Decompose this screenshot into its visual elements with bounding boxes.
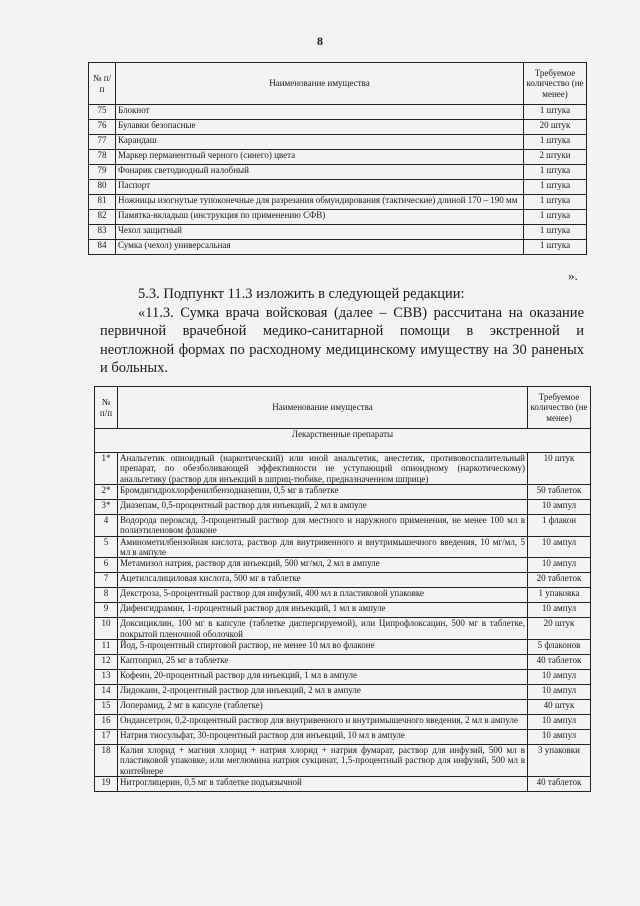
row-quantity: 20 таблеток	[528, 573, 591, 588]
property-table-1	[88, 62, 587, 255]
row-quantity: 10 ампул	[528, 500, 591, 515]
row-quantity: 1 штука	[524, 135, 587, 150]
table-row	[95, 618, 591, 640]
row-name: Натрия тиосульфат, 30-процентный раствор для инъекций, 10 мл в ампуле	[118, 730, 528, 745]
row-name: Доксициклин, 100 мг в капсуле (таблетке диспергируемой), или Ципрофлоксацин, 500 мг в таблетке, покрытой пленочной оболочкой	[118, 618, 528, 640]
table-row	[89, 240, 587, 255]
row-number: 82	[89, 210, 116, 225]
row-quantity: 5 флаконов	[528, 640, 591, 655]
row-name: Сумка (чехол) универсальная	[116, 240, 524, 255]
row-quantity: 10 штук	[528, 453, 591, 485]
row-quantity: 40 таблеток	[528, 777, 591, 792]
row-quantity: 10 ампул	[528, 603, 591, 618]
row-number: 12	[95, 655, 118, 670]
row-quantity: 1 упаковка	[528, 588, 591, 603]
closing-quote: ».	[568, 268, 578, 283]
row-number: 83	[89, 225, 116, 240]
table-row	[95, 640, 591, 655]
table-row	[95, 536, 591, 558]
section-heading: Лекарственные препараты	[95, 429, 591, 453]
table-row	[95, 685, 591, 700]
paragraph-5-3: 5.3. Подпункт 11.3 изложить в следующей редакции:	[138, 286, 465, 302]
row-name: Фонарик светодиодный налобный	[116, 165, 524, 180]
row-name: Аминометилбензойная кислота, раствор для внутривенного и внутримышечного введения, 10 мг/мл, 5 мл в ампуле	[118, 536, 528, 558]
header-qty: Требуемое количество (не менее)	[524, 63, 587, 105]
row-quantity: 2 штуки	[524, 150, 587, 165]
row-number: 75	[89, 105, 116, 120]
table-row	[95, 588, 591, 603]
table-row	[95, 485, 591, 500]
row-name: Памятка-вкладыш (инструкция по применению СФВ)	[116, 210, 524, 225]
row-number: 5	[95, 536, 118, 558]
table-row	[89, 150, 587, 165]
row-number: 8	[95, 588, 118, 603]
row-name: Кофеин, 20-процентный раствор для инъекций, 1 мл в ампуле	[118, 670, 528, 685]
row-number: 19	[95, 777, 118, 792]
table-row	[89, 135, 587, 150]
row-quantity: 1 штука	[524, 195, 587, 210]
row-name: Декстроза, 5-процентный раствор для инфузий, 400 мл в пластиковой упаковке	[118, 588, 528, 603]
row-number: 14	[95, 685, 118, 700]
table-row	[95, 558, 591, 573]
row-quantity: 10 ампул	[528, 730, 591, 745]
row-quantity: 10 ампул	[528, 558, 591, 573]
table-row	[89, 210, 587, 225]
row-number: 15	[95, 700, 118, 715]
row-quantity: 10 ампул	[528, 685, 591, 700]
row-name: Лидокаин, 2-процентный раствор для инъекций, 2 мл в ампуле	[118, 685, 528, 700]
row-number: 10	[95, 618, 118, 640]
table-row	[95, 670, 591, 685]
row-number: 78	[89, 150, 116, 165]
row-name: Йод, 5-процентный спиртовой раствор, не менее 10 мл во флаконе	[118, 640, 528, 655]
row-number: 80	[89, 180, 116, 195]
row-name: Нитроглицерин, 0,5 мг в таблетке подъязычной	[118, 777, 528, 792]
row-quantity: 40 штук	[528, 700, 591, 715]
row-quantity: 20 штук	[524, 120, 587, 135]
table-row	[89, 225, 587, 240]
row-quantity: 20 штук	[528, 618, 591, 640]
table-row	[95, 745, 591, 777]
row-quantity: 10 ампул	[528, 715, 591, 730]
table-row	[95, 500, 591, 515]
table-row	[89, 180, 587, 195]
row-quantity: 1 штука	[524, 210, 587, 225]
row-name: Чехол защитный	[116, 225, 524, 240]
table-row	[95, 655, 591, 670]
row-number: 16	[95, 715, 118, 730]
row-quantity: 1 штука	[524, 165, 587, 180]
row-name: Ацетилсалициловая кислота, 500 мг в таблетке	[118, 573, 528, 588]
row-name: Ондансетрон, 0,2-процентный раствор для внутривенного и внутримышечного введения, 2 мл в ампуле	[118, 715, 528, 730]
row-name: Булавки безопасные	[116, 120, 524, 135]
row-name: Бромдигидрохлорфенилбензодиазепин, 0,5 мг в таблетке	[118, 485, 528, 500]
header-name: Наименование имущества	[116, 63, 524, 105]
header-qty: Требуемое количество (не менее)	[528, 387, 591, 429]
row-number: 79	[89, 165, 116, 180]
row-quantity: 1 штука	[524, 105, 587, 120]
row-number: 1*	[95, 453, 118, 485]
row-number: 81	[89, 195, 116, 210]
row-number: 76	[89, 120, 116, 135]
row-name: Ножницы изогнутые тупоконечные для разрезания обмундирования (тактические) длиной 170 – 190 мм	[116, 195, 524, 210]
row-quantity: 3 упаковки	[528, 745, 591, 777]
paragraph-11-3: «11.3. Сумка врача войсковая (далее – СВВ) рассчитана на оказание первичной врачебной медико-санитарной помощи в экстренной и неотложной формах по расходному медицинскому имуществу на 30 раненых и больных.	[100, 304, 584, 376]
row-name: Каптоприл, 25 мг в таблетке	[118, 655, 528, 670]
table-row	[89, 120, 587, 135]
row-name: Карандаш	[116, 135, 524, 150]
row-quantity: 10 ампул	[528, 670, 591, 685]
row-name: Анальгетик опиоидный (наркотический) или иной анальгетик, анестетик, противовоспалительный препарат, по обезболивающей эффективности не уступающий опиоидному (наркотическому) анальгетику (раствор для инъекций в шприц-тюбике, предназначенном шприце)	[118, 453, 528, 485]
table-row	[95, 573, 591, 588]
property-table-2	[94, 386, 591, 792]
row-quantity: 1 штука	[524, 225, 587, 240]
table-row	[89, 105, 587, 120]
row-number: 11	[95, 640, 118, 655]
row-name: Водорода пероксид, 3-процентный раствор для местного и наружного применения, не менее 100 мл в полиэтиленовом флаконе	[118, 515, 528, 537]
row-name: Калия хлорид + магния хлорид + натрия хлорид + натрия фумарат, раствор для инфузий, 500 мл в пластиковой упаковке, или меглюмина натрия сукцинат, 1,5-процентный раствор для инфузий, 500 мл в контейнере	[118, 745, 528, 777]
row-quantity: 1 флакон	[528, 515, 591, 537]
table-row	[89, 165, 587, 180]
row-quantity: 1 штука	[524, 180, 587, 195]
row-name: Дифенгидрамин, 1-процентный раствор для инъекций, 1 мл в ампуле	[118, 603, 528, 618]
body-text	[100, 285, 584, 378]
table-row	[95, 515, 591, 537]
row-number: 9	[95, 603, 118, 618]
table-row	[95, 715, 591, 730]
row-name: Диазепам, 0,5-процентный раствор для инъекций, 2 мл в ампуле	[118, 500, 528, 515]
table-row	[95, 700, 591, 715]
row-number: 3*	[95, 500, 118, 515]
row-name: Паспорт	[116, 180, 524, 195]
row-quantity: 50 таблеток	[528, 485, 591, 500]
table-row	[95, 777, 591, 792]
row-number: 7	[95, 573, 118, 588]
row-number: 2*	[95, 485, 118, 500]
header-num: № п/п	[89, 63, 116, 105]
row-name: Лоперамид, 2 мг в капсуле (таблетке)	[118, 700, 528, 715]
row-number: 77	[89, 135, 116, 150]
header-num: № п/п	[95, 387, 118, 429]
page-number: 8	[317, 34, 323, 48]
row-quantity: 40 таблеток	[528, 655, 591, 670]
table-row	[89, 195, 587, 210]
row-number: 18	[95, 745, 118, 777]
row-number: 6	[95, 558, 118, 573]
table-row	[95, 730, 591, 745]
row-number: 4	[95, 515, 118, 537]
row-number: 84	[89, 240, 116, 255]
row-number: 13	[95, 670, 118, 685]
header-name: Наименование имущества	[118, 387, 528, 429]
row-name: Блокнот	[116, 105, 524, 120]
row-quantity: 1 штука	[524, 240, 587, 255]
row-name: Маркер перманентный черного (синего) цвета	[116, 150, 524, 165]
row-number: 17	[95, 730, 118, 745]
table-row	[95, 453, 591, 485]
row-name: Метамизол натрия, раствор для инъекций, 500 мг/мл, 2 мл в ампуле	[118, 558, 528, 573]
row-quantity: 10 ампул	[528, 536, 591, 558]
table-row	[95, 603, 591, 618]
